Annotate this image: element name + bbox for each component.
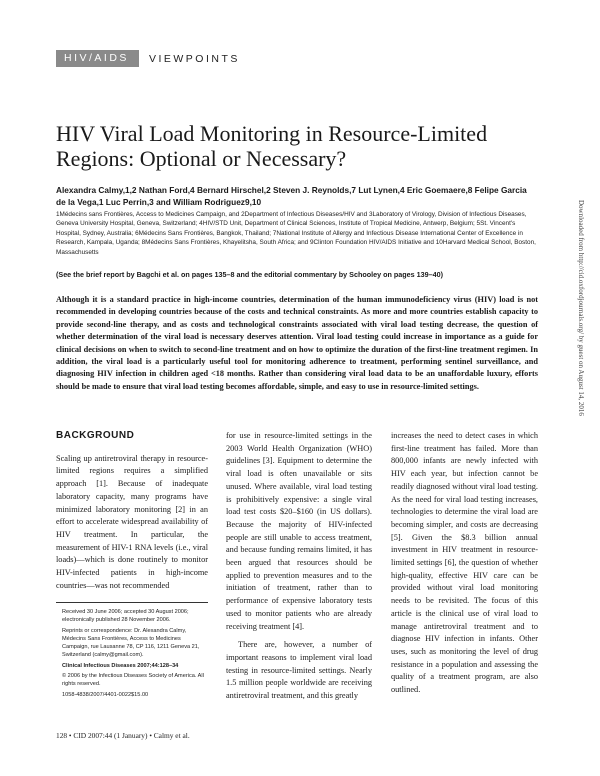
publication-info-box	[56, 602, 208, 701]
section-header	[56, 50, 240, 67]
affiliations: 1Médecins sans Frontières, Access to Medicines Campaign, and 2Department of Infectious Diseases/HIV and 3Laboratory of Virology, Division of Infectious Diseases, Geneva University Hospital, Geneva, Switzerland; 4HIV/STD Unit, Department of Clinical Sciences, Institute of Tropical Medicine, Antwerp, Belgium; 5St. Vincent's Hospital, Sydney, Australia; 6Médecins Sans Frontières, Bangkok, Thailand; 7National Institute of Allergy and Infectious Disease International Center of Excellence in Research, Kampala, Uganda; 8Médecins Sans Frontières, Khayelitsha, South Africa; and 9Clinton Foundation HIV/AIDS Initiative and 10Harvard Medical School, Boston, Massachusetts	[56, 211, 536, 256]
issn: 1058-4838/2007/4401-0022$15.00	[62, 691, 149, 698]
column-3	[391, 430, 538, 697]
section-name: VIEWPOINTS	[148, 52, 240, 65]
see-brief-note: (See the brief report by Bagchi et al. on pages 135–8 and the editorial commentary by Schooley on pages 139–40)	[56, 270, 444, 279]
section-heading-background: BACKGROUND	[56, 430, 135, 441]
reprints-correspondence: Reprints or correspondence: Dr. Alexandra Calmy, Médecins Sans Frontières, Access to Medicines Campaign, rue Lausanne 78, CP 116, 1211 Geneva 21, Switzerland (calmy@gmail.com).	[62, 627, 200, 659]
paragraph: Scaling up antiretroviral therapy in resource-limited regions requires a simplified approach [1]. Because of inadequate laboratory capacity, many programs have minimized laboratory monitoring [2] in an effort to accelerate widespread availability of HIV treatment. In particular, the measurement of HIV-1 RNA levels (i.e., viral loads)—which is done routinely to monitor HIV-infected patients in high-income countries—was not recommended	[56, 453, 208, 590]
download-side-note	[575, 200, 585, 620]
author-list: Alexandra Calmy,1,2 Nathan Ford,4 Bernard Hirschel,2 Steven J. Reynolds,7 Lut Lynen,4 Eric Goemaere,8 Felipe Garcia de la Vega,1 Luc Perrin,3 and William Rodriguez9,10	[56, 185, 527, 207]
article-title: HIV Viral Load Monitoring in Resource-Limited Regions: Optional or Necessary?	[56, 121, 488, 171]
section-tag: HIV/AIDS	[56, 50, 139, 67]
column-2	[226, 430, 372, 703]
received-dates: Received 30 June 2006; accepted 30 August 2006; electronically published 28 November 2006.	[62, 609, 189, 624]
column-1	[56, 430, 208, 592]
paragraph: There are, however, a number of important reasons to implement viral load testing in resource-limited settings. Nearly 1.5 million people worldwide are receiving antiretroviral treatment, and this greatly	[226, 640, 372, 701]
divider	[56, 602, 208, 603]
abstract: Although it is a standard practice in high-income countries, determination of the human immunodeficiency virus (HIV) load is not recommended in developing countries because of the costs and technical constraints. As more and more countries establish capacity to provide second-line therapy, and as costs and technological constraints associated with viral load testing decrease, the question of whether determination of the viral load is necessary deserves attention. Viral load testing could increase in importance as a guide for clinical decisions on when to switch to second-line treatment and on how to optimize the duration of the first-line treatment regimen. In addition, the viral load is a particularly useful tool for monitoring adherence to treatment, performing sentinel surveillance, and diagnosing HIV infection in children aged <18 months. Rather than considering viral load data to be an unaffordable luxury, efforts should be made to ensure that viral load testing becomes affordable, simple, and easy to use in resource-limited settings.	[56, 295, 538, 391]
paragraph: increases the need to detect cases in which first-line treatment has failed. More than 800,000 infants are newly infected with HIV each year, but infection cannot be readily diagnosed without viral load testing. As the need for viral load testing increases, technologies to determine the viral load are becoming simpler, and costs are decreasing [5]. Given the $8.3 billion annual investment in HIV treatment in resource-limited settings [6], the question of whether high-quality, effective HIV care can be provided without viral load monitoring needs to be revisited. The focus of this article is the clinical use of viral load to manage antiretroviral treatment and to diagnose HIV infection in infants. Other uses, such as monitoring the level of drug resistance in a population and assessing the quality of a treatment program, are also outlined.	[391, 431, 538, 695]
download-side-note-text: Downloaded from http://cid.oxfordjournals.org/ by guest on August 14, 2016	[577, 200, 585, 416]
paragraph: for use in resource-limited settings in the 2003 World Health Organization (WHO) guidelines [3]. Equipment to determine the viral load is often unavailable or sits unused. Where available, viral load testing is prohibitively expensive: a single viral load test costs $20–$160 (in US dollars). Because the majority of HIV-infected people are still unable to access treatment, and because funding remains limited, it has been argued that resources should be applied to prevention measures and to the initiation of treatment, rather than to performance of expensive laboratory tests used to monitor patients who are already receiving treatment [4].	[226, 431, 372, 631]
copyright: © 2006 by the Infectious Diseases Society of America. All rights reserved.	[62, 673, 204, 688]
page-footer: 128 • CID 2007:44 (1 January) • Calmy et al.	[56, 731, 190, 740]
journal-citation: Clinical Infectious Diseases 2007;44:128–34	[62, 662, 179, 669]
